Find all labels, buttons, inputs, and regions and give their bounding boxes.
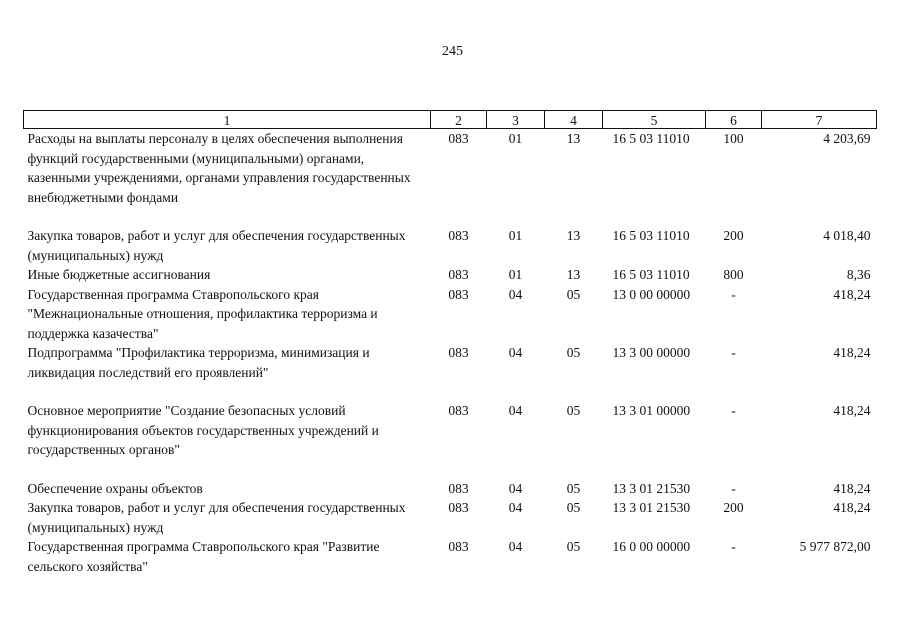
row-expense-type: 100 [723,131,744,146]
table-row [24,537,877,576]
table-row [24,285,877,344]
header-cell-1: 1 [24,111,431,129]
row-subsection: 05 [566,403,581,418]
row-subsection: 13 [566,228,581,243]
row-subsection: 05 [566,286,581,302]
row-expense-type: - [731,286,736,302]
row-section: 01 [508,131,523,146]
row-name: Основное мероприятие "Создание безопасных условий функционирования объектов государственных учреждений и государственных органов" [27,403,379,457]
row-section: 04 [508,286,523,302]
row-target-article: 13 3 01 21530 [612,480,691,496]
row-subsection: 05 [566,345,581,360]
row-expense-type: 800 [723,267,744,282]
table-row [24,265,877,285]
row-section: 01 [508,267,523,282]
header-cell-4: 4 [545,111,603,129]
table-row [24,401,877,479]
row-expense-type: 200 [723,228,744,243]
row-ministry-code: 083 [448,267,469,282]
table-row [24,498,877,537]
row-ministry-code: 083 [448,480,469,496]
row-name: Иные бюджетные ассигнования [27,267,211,282]
row-section: 04 [508,345,523,360]
table-row [24,479,877,499]
table-row [24,129,877,227]
row-expense-type: - [731,480,736,496]
row-section: 04 [508,500,523,515]
row-ministry-code: 083 [448,345,469,360]
budget-table [23,110,877,576]
table-row [24,226,877,265]
row-amount: 418,24 [833,480,871,496]
row-target-article: 16 0 00 00000 [612,539,691,554]
row-section: 04 [508,539,523,554]
row-name: Государственная программа Ставропольского края "Развитие сельского хозяйства" [27,539,380,574]
table-row [24,343,877,401]
row-name: Расходы на выплаты персоналу в целях обеспечения выполнения функций государственными (муниципальными) органами, казенными учреждениями, органами управления государственных внебюджетными фондами [27,131,411,205]
row-expense-type: - [731,345,736,360]
row-name: Обеспечение охраны объектов [27,480,203,496]
row-target-article: 16 5 03 11010 [612,228,690,243]
row-name: Закупка товаров, работ и услуг для обеспечения государственных (муниципальных) нужд [27,228,406,263]
row-ministry-code: 083 [448,228,469,243]
row-amount: 418,24 [833,500,871,515]
row-section: 04 [508,403,523,418]
row-amount: 8,36 [846,267,871,282]
row-subsection: 13 [566,267,581,282]
row-section: 04 [508,480,523,496]
row-expense-type: - [731,403,736,418]
header-cell-3: 3 [487,111,545,129]
header-cell-6: 6 [706,111,762,129]
row-subsection: 05 [566,480,581,496]
row-target-article: 13 3 00 00000 [612,345,691,360]
row-target-article: 16 5 03 11010 [612,131,690,146]
row-target-article: 13 3 01 21530 [612,500,691,515]
header-cell-7: 7 [762,111,877,129]
row-amount: 4 018,40 [823,228,871,243]
row-ministry-code: 083 [448,131,469,146]
row-section: 01 [508,228,523,243]
row-expense-type: 200 [723,500,744,515]
row-amount: 418,24 [833,345,871,360]
row-ministry-code: 083 [448,539,469,554]
page-number: 245 [442,44,463,59]
row-subsection: 05 [566,539,581,554]
row-target-article: 16 5 03 11010 [612,267,690,282]
row-target-article: 13 0 00 00000 [612,286,691,302]
row-amount: 5 977 872,00 [799,539,871,554]
table-header-row [24,111,877,129]
row-name: Подпрограмма "Профилактика терроризма, минимизация и ликвидация последствий его проявлений" [27,345,370,380]
row-ministry-code: 083 [448,500,469,515]
row-amount: 418,24 [833,286,871,302]
row-subsection: 13 [566,131,581,146]
row-ministry-code: 083 [448,286,469,302]
row-name: Закупка товаров, работ и услуг для обеспечения государственных (муниципальных) нужд [27,500,406,535]
row-amount: 418,24 [833,403,871,418]
header-cell-2: 2 [431,111,487,129]
header-cell-5: 5 [603,111,706,129]
row-subsection: 05 [566,500,581,515]
row-ministry-code: 083 [448,403,469,418]
row-target-article: 13 3 01 00000 [612,403,691,418]
row-name: Государственная программа Ставропольского края "Межнациональные отношения, профилактика терроризма и поддержка казачества" [27,286,378,341]
row-expense-type: - [731,539,736,554]
row-amount: 4 203,69 [823,131,871,146]
